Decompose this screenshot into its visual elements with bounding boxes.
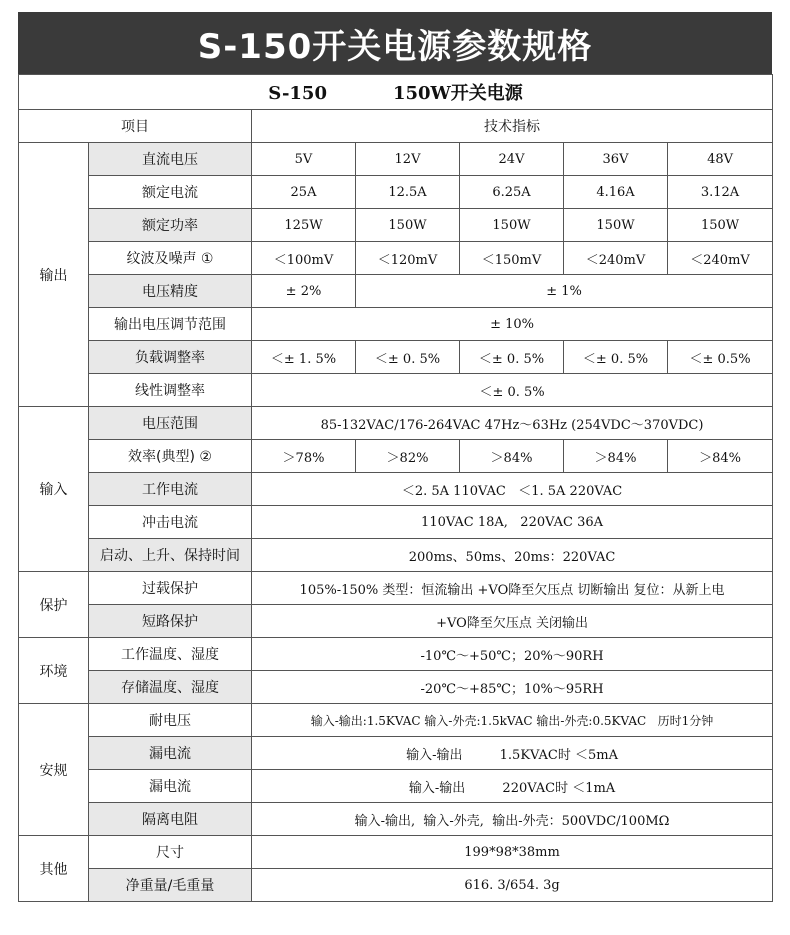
group-safety: 安规	[19, 704, 89, 836]
subtitle-desc: 150W开关电源	[392, 83, 523, 104]
cell: 4.16A	[564, 176, 668, 209]
cell: ＜2. 5A 110VAC ＜1. 5A 220VAC	[252, 473, 773, 506]
group-environment: 环境	[19, 638, 89, 704]
cell: ＞84%	[564, 440, 668, 473]
cell: 125W	[252, 209, 356, 242]
page-title: S-150开关电源参数规格	[18, 12, 772, 74]
cell: 150W	[564, 209, 668, 242]
cell: ＜± 0. 5%	[356, 341, 460, 374]
cell: 24V	[460, 143, 564, 176]
row-line-regulation	[19, 374, 773, 407]
cell: ＜120mV	[356, 242, 460, 275]
cell: 输入-输出 220VAC时 ＜1mA	[252, 770, 773, 803]
row-efficiency	[19, 440, 773, 473]
header-item: 项目	[19, 110, 252, 143]
cell: 25A	[252, 176, 356, 209]
label-leakage-1: 漏电流	[89, 737, 252, 770]
group-protection: 保护	[19, 572, 89, 638]
group-output: 输出	[19, 143, 89, 407]
row-working-env	[19, 638, 773, 671]
row-weight	[19, 869, 773, 902]
cell: 3.12A	[668, 176, 773, 209]
cell: 36V	[564, 143, 668, 176]
row-rated-power	[19, 209, 773, 242]
row-timing	[19, 539, 773, 572]
cell: ＜100mV	[252, 242, 356, 275]
header-spec: 技术指标	[252, 110, 773, 143]
row-size	[19, 836, 773, 869]
label-overload: 过载保护	[89, 572, 252, 605]
cell: 输入-输出:1.5KVAC 输入-外壳:1.5kVAC 输出-外壳:0.5KVAC 历时1分钟	[252, 704, 773, 737]
label-leakage-2: 漏电流	[89, 770, 252, 803]
label-isolation: 隔离电阻	[89, 803, 252, 836]
row-withstand	[19, 704, 773, 737]
cell: 616. 3/654. 3g	[252, 869, 773, 902]
row-ripple-noise	[19, 242, 773, 275]
cell: ＜± 0. 5%	[564, 341, 668, 374]
row-voltage-range	[19, 407, 773, 440]
cell: 200ms、50ms、20ms：220VAC	[252, 539, 773, 572]
row-short-circuit	[19, 605, 773, 638]
row-adjust-range	[19, 308, 773, 341]
cell: 12.5A	[356, 176, 460, 209]
cell: ＞84%	[460, 440, 564, 473]
row-storage-env	[19, 671, 773, 704]
label-load-regulation: 负载调整率	[89, 341, 252, 374]
cell: ＞82%	[356, 440, 460, 473]
cell: ＜240mV	[668, 242, 773, 275]
cell: 输入-输出, 输入-外壳, 输出-外壳：500VDC/100MΩ	[252, 803, 773, 836]
cell: 输入-输出 1.5KVAC时 ＜5mA	[252, 737, 773, 770]
label-line-regulation: 线性调整率	[89, 374, 252, 407]
row-leakage-2	[19, 770, 773, 803]
cell: 150W	[356, 209, 460, 242]
cell: 150W	[668, 209, 773, 242]
cell: 5V	[252, 143, 356, 176]
label-timing: 启动、上升、保持时间	[89, 539, 252, 572]
label-voltage-range: 电压范围	[89, 407, 252, 440]
label-storage-env: 存储温度、湿度	[89, 671, 252, 704]
subtitle-model: S-150	[268, 83, 327, 104]
cell: -20℃～+85℃；10%～95RH	[252, 671, 773, 704]
label-weight: 净重量/毛重量	[89, 869, 252, 902]
label-short-circuit: 短路保护	[89, 605, 252, 638]
label-working-current: 工作电流	[89, 473, 252, 506]
cell: ＜240mV	[564, 242, 668, 275]
cell: 105%-150% 类型：恒流输出 +VO降至欠压点 切断输出 复位：从新上电	[252, 572, 773, 605]
label-dc-voltage: 直流电压	[89, 143, 252, 176]
cell: ＜± 1. 5%	[252, 341, 356, 374]
label-voltage-accuracy: 电压精度	[89, 275, 252, 308]
cell: ± 2%	[252, 275, 356, 308]
row-isolation	[19, 803, 773, 836]
label-adjust-range: 输出电压调节范围	[89, 308, 252, 341]
cell: 48V	[668, 143, 773, 176]
row-working-current	[19, 473, 773, 506]
label-rated-power: 额定功率	[89, 209, 252, 242]
subtitle	[19, 75, 773, 110]
group-other: 其他	[19, 836, 89, 902]
spec-sheet	[18, 12, 772, 902]
row-inrush-current	[19, 506, 773, 539]
cell: 150W	[460, 209, 564, 242]
row-voltage-accuracy	[19, 275, 773, 308]
label-inrush-current: 冲击电流	[89, 506, 252, 539]
row-dc-voltage	[19, 143, 773, 176]
label-rated-current: 额定电流	[89, 176, 252, 209]
cell: ＞84%	[668, 440, 773, 473]
label-efficiency: 效率(典型) ②	[89, 440, 252, 473]
subtitle-row	[19, 75, 773, 110]
cell: 199*98*38mm	[252, 836, 773, 869]
cell: ± 1%	[356, 275, 773, 308]
header-row	[19, 110, 773, 143]
row-load-regulation	[19, 341, 773, 374]
cell: ＜± 0. 5%	[252, 374, 773, 407]
cell: -10℃～+50℃；20%～90RH	[252, 638, 773, 671]
cell: ＞78%	[252, 440, 356, 473]
cell: +VO降至欠压点 关闭输出	[252, 605, 773, 638]
label-working-env: 工作温度、湿度	[89, 638, 252, 671]
group-input: 输入	[19, 407, 89, 572]
spec-table	[18, 74, 773, 902]
row-rated-current	[19, 176, 773, 209]
cell: ＜± 0.5%	[668, 341, 773, 374]
row-leakage-1	[19, 737, 773, 770]
cell: ＜150mV	[460, 242, 564, 275]
label-withstand: 耐电压	[89, 704, 252, 737]
label-ripple-noise: 纹波及噪声 ①	[89, 242, 252, 275]
cell: ± 10%	[252, 308, 773, 341]
cell: 110VAC 18A, 220VAC 36A	[252, 506, 773, 539]
row-overload	[19, 572, 773, 605]
cell: 6.25A	[460, 176, 564, 209]
cell: 12V	[356, 143, 460, 176]
label-size: 尺寸	[89, 836, 252, 869]
cell: 85-132VAC/176-264VAC 47Hz～63Hz (254VDC～370VDC)	[252, 407, 773, 440]
cell: ＜± 0. 5%	[460, 341, 564, 374]
